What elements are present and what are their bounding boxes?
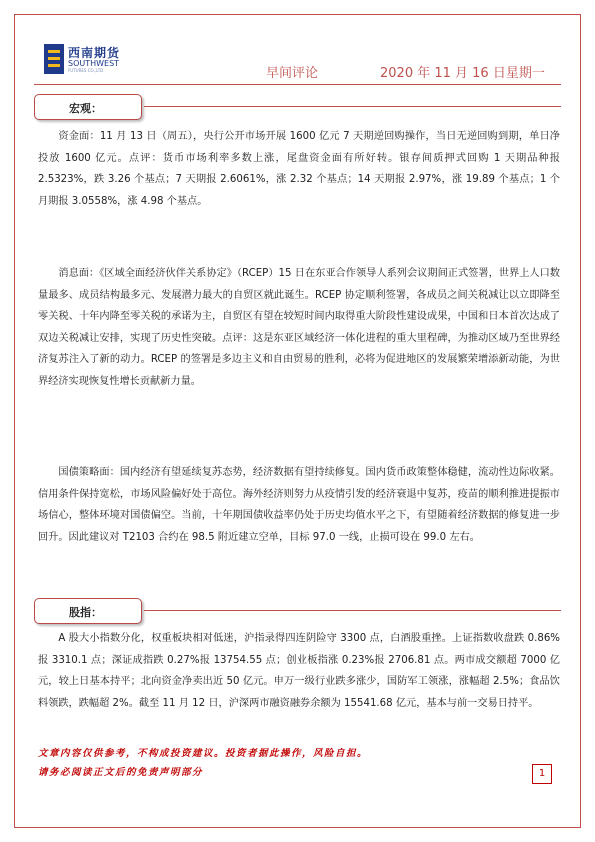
disclaimer-notice: 请务必阅读正文后的免责声明部分	[38, 767, 204, 778]
section-divider-macro	[144, 106, 561, 107]
header-divider	[34, 84, 561, 85]
section-heading-index: 股指：	[34, 598, 142, 624]
section-divider-index	[144, 610, 561, 611]
index-paragraph: A 股大小指数分化，权重板块相对低迷，沪指录得四连阴险守 3300 点，白酒股重挫。上证指数收盘跌 0.86%报 3310.1 点；深证成指跌 0.27%报 13754.55 点；创业板指涨 0.23%报 2706.81 点。两市成交额超 7000 亿元，较上日基本持平；北向资金净卖出近 50 亿元。申万一级行业跌多涨少，国防军工领涨，涨幅超 2.5%；食品饮料领跌，跌幅超 2%。截至 11 月 12 日，沪深两市融资融券余额为 15541.68 亿元，基本与前一交易日持平。	[38, 633, 560, 709]
macro-paragraph-funding: 资金面：11 月 13 日（周五），央行公开市场开展 1600 亿元 7 天期逆回购操作，当日无逆回购到期，单日净投放 1600 亿元。点评：货币市场利率多数上涨，尾盘资金面有所好转。银存间质押式回购 1 天期品种报 2.5323%，跌 3.26 个基点；7 天期报 2.6061%，涨 2.32 个基点；14 天期报 2.97%，涨 19.89 个基点；1 个月期报 3.0558%，涨 4.98 个基点。	[38, 131, 560, 207]
report-date: 2020 年 11 月 16 日星期一	[380, 66, 545, 81]
company-logo	[44, 44, 126, 74]
disclaimer-line: 文章内容仅供参考，不构成投资建议。投资者据此操作，风险自担。	[38, 748, 369, 759]
report-title: 早间评论	[266, 66, 319, 81]
page-number: 1	[532, 764, 552, 784]
logo-chinese-name: 西南期货	[68, 46, 121, 60]
macro-paragraph-news: 消息面：《区域全面经济伙伴关系协定》（RCEP）15 日在东亚合作领导人系列会议期间正式签署，世界上人口数量最多、成员结构最多元、发展潜力最大的自贸区就此诞生。RCEP 协定顺利签署，各成员之间关税减让以立即降至零关税、十年内降至零关税的承诺为主，自贸区有望在较短时间内取得重大阶段性建设成果，中国和日本首次达成了双边关税减让安排，实现了历史性突破。点评：这是东亚区域经济一体化进程的重大里程碑，为推动区域乃至世界经济复苏注入了新的动力。RCEP 的签署是多边主义和自由贸易的胜利，必将为促进地区的发展繁荣增添新动能，为世界经济实现恢复性增长贡献新力量。	[38, 268, 560, 387]
logo-mark-icon	[44, 44, 64, 74]
logo-english-name: SOUTHWEST	[68, 59, 120, 68]
section-heading-macro: 宏观：	[34, 94, 142, 120]
logo-english-subname: FUTURES CO.,LTD	[68, 68, 104, 73]
macro-paragraph-bond-strategy: 国债策略面：国内经济有望延续复苏态势，经济数据有望持续修复。国内货币政策整体稳健，流动性边际收紧。信用条件保持宽松，市场风险偏好处于高位。海外经济则努力从疫情引发的经济衰退中复苏，疫苗的顺利推进提振市场信心，整体环境对国债偏空。当前，十年期国债收益率仍处于历史均值水平之下，有望随着经济数据的修复进一步回升。因此建议对 T2103 合约在 98.5 附近建立空单，目标 97.0 一线，止损可设在 99.0 左右。	[38, 467, 560, 543]
